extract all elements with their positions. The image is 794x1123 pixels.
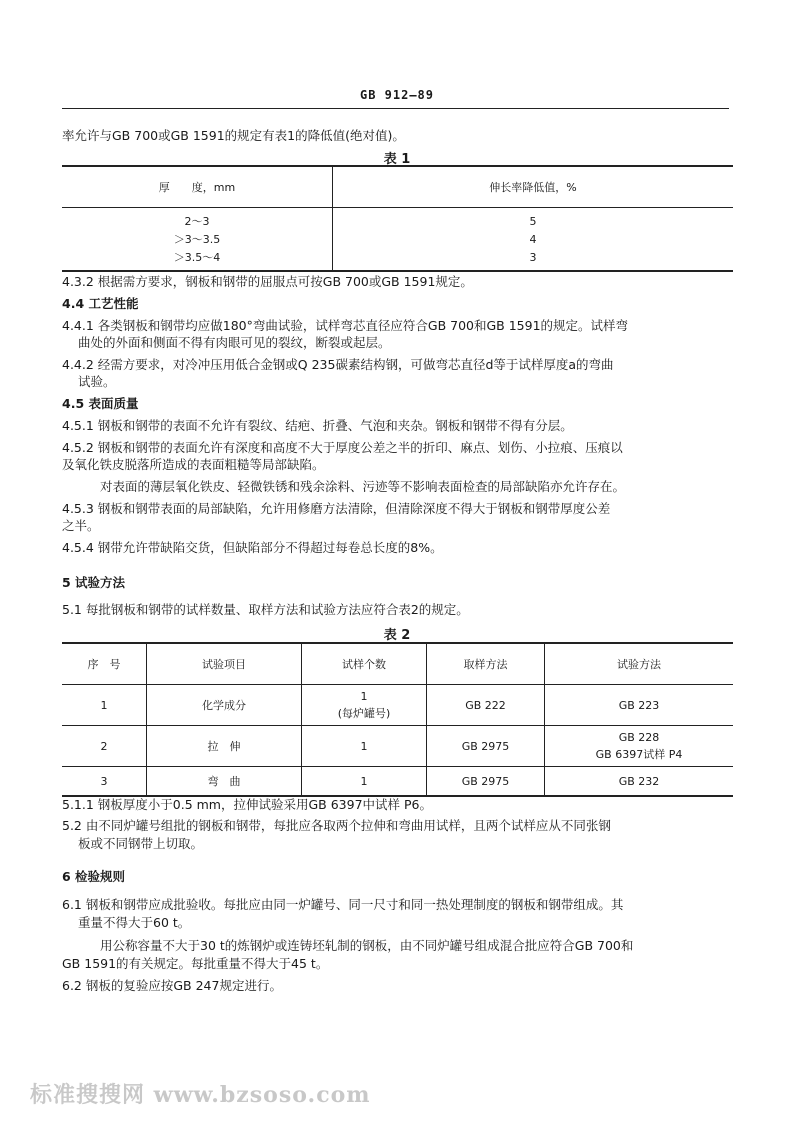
table2-cell-count <box>302 685 427 726</box>
table2-cell-count: 1 <box>302 726 427 767</box>
table2-header-count: 试样个数 <box>302 643 427 685</box>
clause-6-1-line2: 重量不得大于60 t。 <box>78 915 191 930</box>
table1-header-thickness: 厚 度，mm <box>62 166 333 208</box>
clause-4-5-1: 4.5.1 钢板和钢带的表面不允许有裂纹、结疤、折叠、气泡和夹杂。钢板和钢带不得有分层。 <box>62 418 573 433</box>
table-row <box>62 685 733 726</box>
clause-4-5-2-line2: 及氧化铁皮脱落所造成的表面粗糙等局部缺陷。 <box>62 457 325 472</box>
table2-cell-sampling: GB 222 <box>427 685 545 726</box>
table2-cell-item: 化学成分 <box>147 685 302 726</box>
table2-cell-sampling: GB 2975 <box>427 726 545 767</box>
table1-cell: 5 <box>333 208 734 231</box>
table2-caption: 表 2 <box>383 628 411 643</box>
table2-cell-count: 1 <box>302 767 427 797</box>
table2-cell-method: GB 232 <box>545 767 734 797</box>
table2-header-method: 试验方法 <box>545 643 734 685</box>
table1-cell: ＞3.5～4 <box>173 251 221 264</box>
table1-caption: 表 1 <box>383 152 411 167</box>
clause-4-5-2-note: 对表面的薄层氧化铁皮、轻微铁锈和残余涂料、污迹等不影响表面检查的局部缺陷亦允许存在。 <box>100 479 626 494</box>
table2-cell-method: GB 223 <box>545 685 734 726</box>
table1-cell: 2～3 <box>184 215 210 228</box>
table2-header-row <box>62 643 733 685</box>
standard-code-header: GB 912—89 <box>359 88 435 102</box>
clause-4-4-1-line1: 4.4.1 各类钢板和钢带均应做180°弯曲试验，试样弯芯直径应符合GB 700和GB 1591的规定。试样弯 <box>62 318 629 333</box>
table2-count-value: 1 <box>360 690 368 703</box>
clause-4-5-4: 4.5.4 钢带允许带缺陷交货，但缺陷部分不得超过每卷总长度的8%。 <box>62 540 443 555</box>
table1-header-row <box>62 166 733 208</box>
clause-6-1-line1: 6.1 钢板和钢带应成批验收。每批应由同一炉罐号、同一尺寸和同一热处理制度的钢板和钢带组成。其 <box>62 897 624 912</box>
table-row <box>62 230 733 248</box>
clause-5-1: 5.1 每批钢板和钢带的试样数量、取样方法和试验方法应符合表2的规定。 <box>62 602 469 617</box>
clause-5-1-1: 5.1.1 钢板厚度小于0.5 mm，拉伸试验采用GB 6397中试样 P6。 <box>62 797 432 812</box>
clause-5-2-line2: 板或不同钢带上切取。 <box>78 836 204 851</box>
table1-header-elongation: 伸长率降低值，% <box>333 166 734 208</box>
table2-method-line2: GB 6397试样 P4 <box>595 748 683 761</box>
clause-4-5-heading: 4.5 表面质量 <box>62 396 139 411</box>
table-row <box>62 767 733 797</box>
clause-4-4-heading: 4.4 工艺性能 <box>62 296 139 311</box>
table1-cell: 3 <box>333 248 734 271</box>
table1 <box>62 165 733 272</box>
table-row <box>62 726 733 767</box>
table1-cell: 4 <box>333 230 734 248</box>
table2-cell-no: 1 <box>62 685 147 726</box>
table2-header-item: 试验项目 <box>147 643 302 685</box>
site-watermark: 标准搜搜网 www.bzsoso.com <box>30 1082 371 1108</box>
table1-cell: ＞3～3.5 <box>173 233 221 246</box>
clause-6-1-line3: 用公称容量不大于30 t的炼钢炉或连铸坯轧制的钢板，由不同炉罐号组成混合批应符合GB 700和 <box>100 938 634 953</box>
header-rule <box>62 108 729 109</box>
intro-paragraph: 率允许与GB 700或GB 1591的规定有表1的降低值(绝对值)。 <box>62 128 405 143</box>
table2-cell-no: 2 <box>62 726 147 767</box>
table2-cell-method <box>545 726 734 767</box>
clause-4-4-1-line2: 曲处的外面和侧面不得有肉眼可见的裂纹，断裂或起层。 <box>78 335 391 350</box>
clause-4-4-2-line1: 4.4.2 经需方要求，对冷冲压用低合金钢或Q 235碳素结构钢，可做弯芯直径d等于试样厚度a的弯曲 <box>62 357 614 372</box>
section-5-heading: 5 试验方法 <box>62 575 126 590</box>
table2-cell-item: 拉 伸 <box>147 726 302 767</box>
clause-5-2-line1: 5.2 由不同炉罐号组批的钢板和钢带，每批应各取两个拉伸和弯曲用试样，且两个试样应从不同张钢 <box>62 818 611 833</box>
table2-cell-sampling: GB 2975 <box>427 767 545 797</box>
table2-method-line1: GB 228 <box>618 731 660 744</box>
clause-4-5-3-line2: 之半。 <box>62 518 100 533</box>
clause-4-5-3-line1: 4.5.3 钢板和钢带表面的局部缺陷，允许用修磨方法清除，但清除深度不得大于钢板和钢带厚度公差 <box>62 501 611 516</box>
table2-header-sampling: 取样方法 <box>427 643 545 685</box>
table2-header-no: 序 号 <box>62 643 147 685</box>
table2 <box>62 642 733 797</box>
table-row <box>62 208 733 231</box>
clause-4-3-2: 4.3.2 根据需方要求，钢板和钢带的屈服点可按GB 700或GB 1591规定。 <box>62 274 473 289</box>
clause-6-1-line4: GB 1591的有关规定。每批重量不得大于45 t。 <box>62 956 329 971</box>
clause-4-5-2-line1: 4.5.2 钢板和钢带的表面允许有深度和高度不大于厚度公差之半的折印、麻点、划伤、小拉痕、压痕以 <box>62 440 623 455</box>
table-row <box>62 248 733 271</box>
table2-count-note: (每炉罐号) <box>337 707 391 720</box>
table2-cell-item: 弯 曲 <box>147 767 302 797</box>
table2-cell-no: 3 <box>62 767 147 797</box>
clause-6-2: 6.2 钢板的复验应按GB 247规定进行。 <box>62 978 282 993</box>
clause-4-4-2-line2: 试验。 <box>78 374 116 389</box>
section-6-heading: 6 检验规则 <box>62 869 126 884</box>
